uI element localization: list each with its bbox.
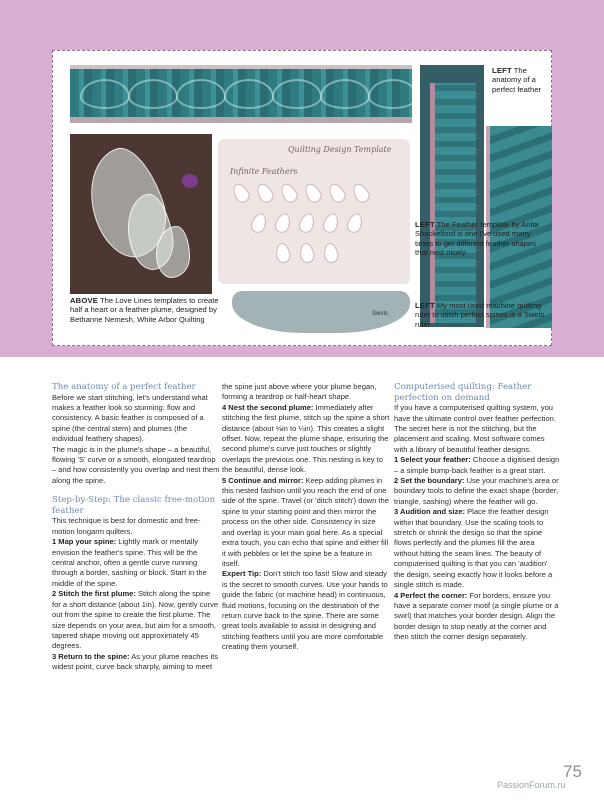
caption-perfect-feather: LEFT The anatomy of a perfect feather	[492, 66, 541, 94]
quilt-border-photo	[70, 65, 412, 123]
c-step-2: 2 Set the boundary: Use your machine's area or boundary tools to define the exact shape (border, triangle, sashing) where the feather will go.	[394, 476, 559, 506]
c-step-4: 4 Perfect the corner: For borders, ensure you have a separate corner motif (a single plume or a swirl) that matches your border design. Align the border design to stop neatly at the corner and then stitch the corner design separately.	[394, 590, 559, 642]
love-lines-templates-photo	[70, 134, 212, 294]
watermark: PassionForum.ru	[497, 780, 566, 790]
heading-anatomy: The anatomy of a perfect feather	[52, 382, 196, 392]
heart-tag-icon	[182, 174, 198, 188]
article-column-3	[394, 382, 560, 643]
template-subtitle: Infinite Feathers	[230, 167, 298, 176]
heading-computerised: Computerised quilting: Feather perfection on demand	[394, 382, 532, 403]
heading-step-by-step: Step-by-Step: The classic free-motion feather	[52, 495, 216, 516]
caption-swirls-ruler: LEFT My most used machine quilting ruler to stitch perfect spines is a Swirls ruler	[415, 301, 545, 329]
caption-love-lines: ABOVE The Love Lines templates to create half a heart or a feather plume, designed by Bethanne Nemesh, White Arbor Quilting	[70, 296, 219, 324]
article-column-2	[222, 382, 390, 653]
paragraph: the spine just above where your plume began, forming a teardrop or half-heart shape.	[222, 382, 377, 402]
page-number: 75	[563, 762, 582, 781]
step-3: 3 Return to the spine: As your plume reaches its widest point, curve back sharply, aiming to meet	[52, 651, 219, 672]
article-column-1	[52, 382, 220, 673]
paragraph: This technique is best for domestic and free-motion longarm quilters.	[52, 516, 201, 536]
paragraph: The magic is in the plume's shape – a beautiful, flowing 'S' curve or a smooth, elongated teardrop – and how consistently you overlap and nest them along the spine.	[52, 444, 220, 485]
feather-template-photo	[218, 139, 410, 284]
c-step-1: 1 Select your feather: Choose a digitised design – a simple bump-back feather is a great start.	[394, 455, 560, 475]
paragraph: Before we start stitching, let's understand what makes a feather look so stunning: flow and consistency. A basic feather is composed of a spine (the central stem) and plumes (the individual feathery shapes).	[52, 392, 208, 444]
ruler-label: Swirls	[372, 311, 388, 317]
expert-tip: Expert Tip: Don't stitch too fast! Slow and steady is the secret to smooth curves. Use your hands to guide the fabric (or machine head) in continuous, fluid motions, focusing on the destination of the return curve back to the spine. There are some great tools available to assist in designing and stitching feathers until you are more comfortable creating them yourself.	[222, 569, 388, 652]
step-5: 5 Continue and mirror: Keep adding plumes in this nested fashion until you reach the end of one side of the spine. Travel (or 'ditch stitch') down the spine to your starting point and then mirror the process on the other side. Consistency in size and overlap is your main goal here. As a special extra touch, you can echo that spine and either fill it with pebbles or let the spine be a feature in itself.	[222, 475, 389, 568]
template-title: Quilting Design Template	[288, 145, 392, 154]
caption-feather-template: LEFT The Feather template by Anita Shackelford is one I've used many times to get different feather shapes that nest nicely	[415, 220, 539, 258]
step-1: 1 Map your spine: Lightly mark or mentally envision the feather's spine. This will be the central anchor, often a gentle curve running through a border, sashing or block. Start in the middle of the spine.	[52, 537, 207, 588]
paragraph: If you have a computerised quilting system, you have the ultimate control over feather perfection. The secret here is not the stitching, but the placement and scaling. Most software comes with a library of beautiful feather designs.	[394, 403, 556, 454]
c-step-3: 3 Audition and size: Place the feather design within that boundary. Use the scaling tools to stretch or shrink the design so that the spine flows perfectly and the plumes fill the area without hitting the seam lines. The beauty of computerised quilting is that you can 'audition' the design, seeing exactly how it looks before a single stitch is made.	[394, 507, 553, 590]
quilt-corner-photo	[420, 65, 484, 327]
step-4: 4 Nest the second plume: Immediately after stitching the first plume, stitch up the spine a short distance (about ⅛in to ¼in). This creates a slight offset. Now, repeat the plume shape, ensuring the second plume's curve just touches or slightly overlaps the previous one. This nesting is key to the beautiful, dense look.	[222, 402, 390, 475]
step-2: 2 Stitch the first plume: Stitch along the spine for a short distance (about 1in). Now, gently curve out from the spine to create the first plume. The size depends on your area, but aim for a smooth, tapered shape moving out approximately 45 degrees.	[52, 589, 219, 651]
